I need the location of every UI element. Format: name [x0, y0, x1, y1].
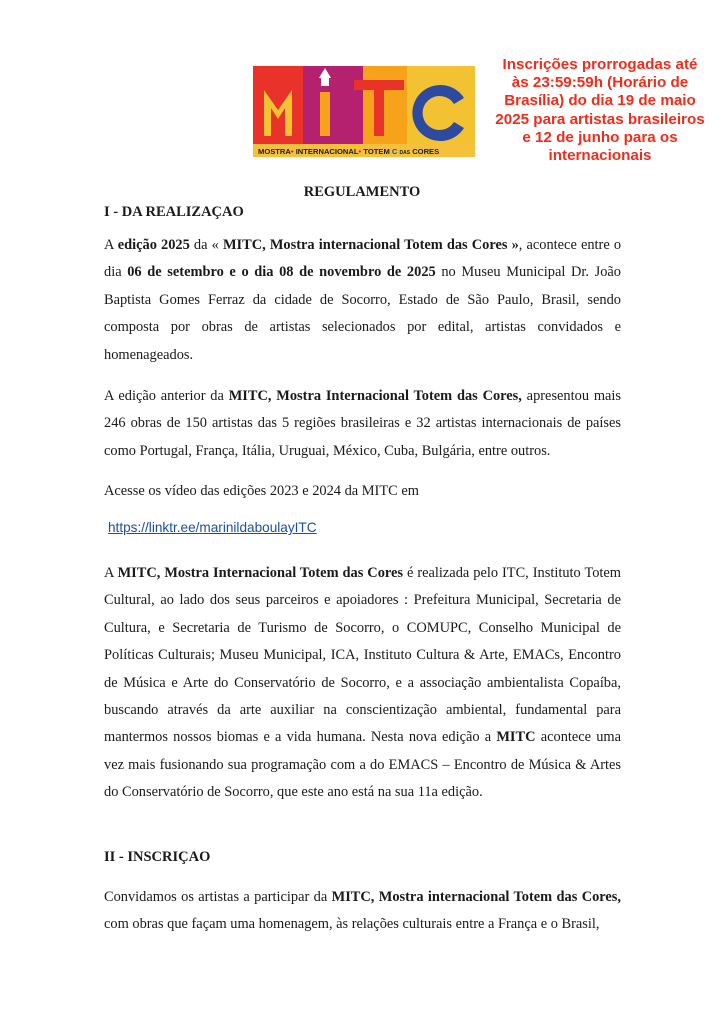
registration-extension-notice [482, 56, 718, 165]
logo-letter-t-stem [374, 80, 384, 136]
section-heading-realizacao: I - DA REALIZAÇAO [104, 204, 244, 220]
logo-tagline-internacional: INTERNACIONAL [295, 147, 359, 156]
svg-text:MOSTRA• INTERNACIONAL• TOTEM C: MOSTRA• INTERNACIONAL• TOTEM C DAS CORES [258, 147, 440, 156]
logo-letter-i [320, 92, 330, 136]
logo-tagline-cores: CORES [412, 147, 440, 156]
logo-tagline-totem: TOTEM [363, 147, 390, 156]
notice-line: Brasília) do dia 19 de maio [504, 92, 696, 110]
paragraph-edition-2025: A edição 2025 da « MITC, Mostra internacional Totem das Cores », acontece entre o dia 06 de setembro e o dia 08 de novembro de 2025 no Museu Municipal Dr. João Baptista Gomes Ferraz da cidade de Socorro, Estado de São Paulo, Brasil, sendo composta por obras de artistas selecionados por edital, artistas convidados e homenageados. [104, 237, 622, 363]
notice-line: Inscrições prorrogadas até [502, 56, 698, 73]
logo-tagline-das: DAS [399, 150, 411, 156]
paragraph-invitation: Convidamos os artistas a participar da MITC, Mostra internacional Totem das Cores, com obras que façam uma homenagem, às relações culturais entre a França e o Brasil, [104, 889, 622, 933]
logo-bar-red [253, 66, 303, 144]
linktree-link[interactable]: https://linktr.ee/marinildaboulayITC [108, 520, 317, 535]
logo-tagline-c: C [391, 147, 398, 156]
logo-bar-orange [363, 66, 407, 144]
paragraph-videos: Acesse os vídeo das edições 2023 e 2024 da MITC em [104, 483, 419, 499]
notice-line: às 23:59:59h (Horário de [511, 74, 689, 92]
notice-line: 2025 para artistas brasileiros [495, 110, 705, 128]
notice-line: e 12 de junho para os [522, 128, 678, 146]
paragraph-organizers: A MITC, Mostra Internacional Totem das Cores é realizada pelo ITC, Instituto Totem Cultural, ao lado dos seus parceiros e apoiadores : Prefeitura Municipal, Secretaria de Cultura, e Secretaria de Turismo de Socorro, o COMUPC, Conselho Municipal de Políticas Culturais; Museu Municipal, ICA, Instituto Cultura & Arte, EMACs, Encontro de Música e Arte do Conservatório de Socorro, e a associação ambientalista Copaíba, buscando através da arte auxiliar na conscientização ambiental, fundamental para mantermos nossos biomas e a vida humana. Nesta nova edição a MITC acontece uma vez mais fusionando sua programação com a do EMACS – Encontro de Música & Artes do Conservatório de Socorro, que este ano está na sua 11a edição. [104, 565, 622, 801]
logo-bar-magenta [303, 66, 363, 144]
section-heading-inscricao: II - INSCRIÇAO [104, 849, 211, 865]
mitc-logo [250, 62, 478, 160]
notice-line: internacionais [548, 147, 652, 165]
document-title: REGULAMENTO [303, 184, 421, 200]
logo-tagline-mostra: MOSTRA [258, 147, 291, 156]
paragraph-previous-edition: A edição anterior da MITC, Mostra Internacional Totem das Cores, apresentou mais 246 obras de 150 artistas das 5 regiões brasileiras e 32 artistas internacionais de países como Portugal, França, Itália, Uruguai, México, Cuba, Bulgária, entre outros. [104, 388, 621, 459]
